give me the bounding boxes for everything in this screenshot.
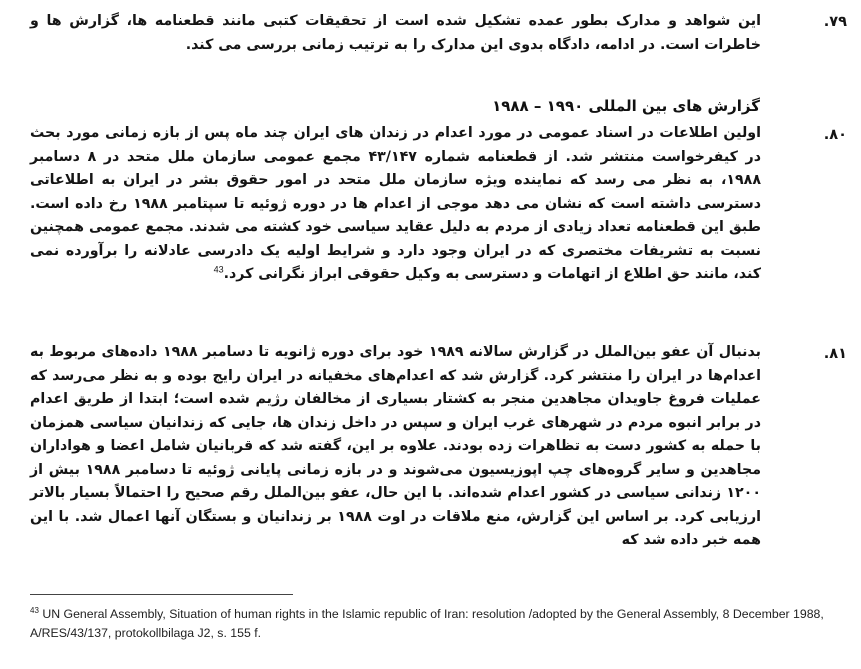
paragraph-81: [30, 341, 761, 553]
paragraph-80: [30, 122, 761, 287]
paragraph-number-80: ۸۰.: [823, 127, 847, 143]
paragraph-number-81: ۸۱.: [823, 346, 847, 362]
paragraph-number-79: ۷۹.: [823, 14, 847, 30]
paragraph-81-text: بدنبال آن عفو بین‌الملل در گزارش سالانه ۱۹۸۹ خود برای دوره ژانویه تا دسامبر ۱۹۸۸ داده‌های مربوط به اعدام‌ها در ایران را منتشر کرد. گزارش شد که اعدام‌های مخفیانه در ایران رایج بوده و به نظر می‌رسد که عملیات فروغ جاویدان مجاهدین منجر به کشتار بسیاری از مخالفان رژیم شده است؛ ابتدا از طریق اعدام در برابر انبوه مردم در شهرهای غرب ایران و سپس در داخل زندان ها، جایی که زندانیان سیاسی همزمان با حمله به کشور دست به تظاهرات زده بودند. علاوه بر این، گفته شد که قربانیان شامل اعضا و هواداران مجاهدین و سایر گروه‌های چپ اپوزیسیون می‌شوند و در بازه زمانی پایانی ژوئیه تا دسامبر ۱۹۸۸ بیش از ۱۲۰۰ زندانی سیاسی در کشور اعدام شده‌اند. با این حال، عفو بین‌الملل رقم صحیح را احتمالاً بسیار بالاتر ارزیابی کرد. بر اساس این گزارش، منع ملاقات در اوت ۱۹۸۸ بر زندانیان و بستگان آنها اعمال شد. با این همه خبر داده شد که: [30, 344, 761, 548]
paragraph-79: [30, 10, 761, 57]
footnote: [30, 605, 830, 643]
footnote-reference[interactable]: 43: [213, 264, 224, 275]
paragraph-79-text: این شواهد و مدارک بطور عمده تشکیل شده است از تحقیقات کتبی مانند قطعنامه ها، گزارش ها و خاطرات است. در ادامه، دادگاه بدوی این مدارک را به ترتیب زمانی بررسی می کند.: [30, 13, 761, 53]
paragraph-80-text: اولین اطلاعات در اسناد عمومی در مورد اعدام در زندان های ایران چند ماه پس از بازه زمانی مورد بحث در کیفرخواست منتشر شد. از قطعنامه شماره ۴۳/۱۴۷ مجمع عمومی سازمان ملل متحد در ۸ دسامبر ۱۹۸۸، به نظر می رسد که نماینده ویژه سازمان ملل متحد در امور حقوق بشر در ایران به اطلاعاتی دسترسی داشته است که نشان می دهد موجی از اعدام ها در دوره ژوئیه تا سپتامبر ۱۹۸۸ رخ داده است. طبق این قطعنامه تعداد زیادی از مردم به دلیل عقاید سیاسی خود کشته می شدند. مجمع عمومی همچنین نسبت به تشریفات مختصری که در ایران وجود دارد و شرایط اولیه یک دادرسی عادلانه را برآورده نمی کند، مانند حق اطلاع از اتهامات و دسترسی به وکیل حقوقی ابراز نگرانی کرد.: [30, 125, 762, 282]
footnote-text: UN General Assembly, Situation of human rights in the Islamic republic of Iran: resolution /adopted by the General Assembly, 8 December 1988, A/RES/43/137, protokollbilaga J2, s. 155 f.: [30, 607, 824, 640]
section-heading: گزارش های بین المللی ۱۹۹۰ – ۱۹۸۸: [492, 97, 760, 115]
footnote-number: 43: [30, 605, 39, 615]
footnote-divider: [30, 594, 293, 595]
